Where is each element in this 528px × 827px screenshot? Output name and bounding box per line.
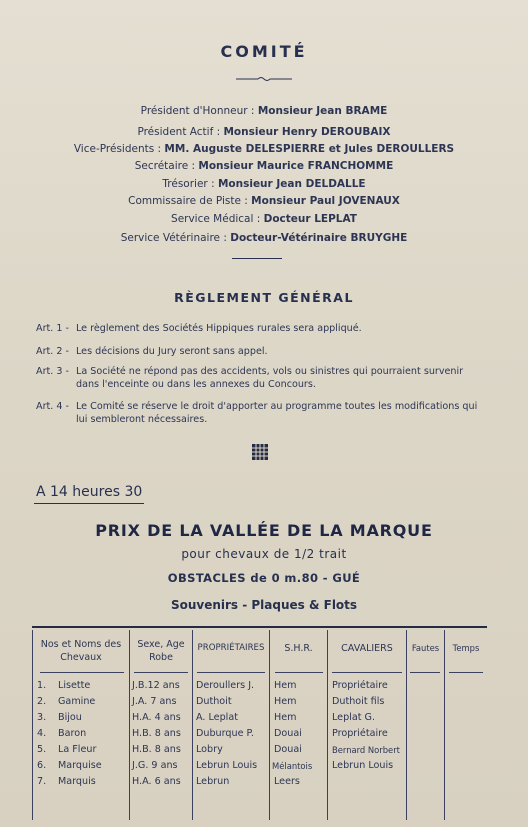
entry-rider: Leplat G. <box>332 712 376 723</box>
article-number: Art. 1 - <box>36 323 69 334</box>
entry-horse: Gamine <box>58 696 96 707</box>
prize-title: PRIX DE LA VALLÉE DE LA MARQUE <box>95 521 433 540</box>
section-divider <box>232 258 282 259</box>
entry-owner: Lebrun Louis <box>196 760 258 771</box>
entry-rider: Propriétaire <box>332 680 388 691</box>
committee-line-veterinary: Service Vétérinaire : Docteur-Vétérinaire BRUYGHE <box>120 232 408 244</box>
entry-horse: Marquis <box>58 776 96 787</box>
header-underline <box>134 672 188 673</box>
article-text: La Société ne répond pas des accidents, vols ou sinistres qui pourraient survenir dans l'enceinte ou dans les annexes du Concours. <box>76 366 464 390</box>
entry-number: 4. <box>37 728 47 739</box>
event-time: A 14 heures 30 <box>36 484 143 500</box>
entry-number: 5. <box>37 744 47 755</box>
committee-line-vice: Vice-Présidents : MM. Auguste DELESPIERRE et Jules DEROULLERS <box>73 143 455 155</box>
article-2 <box>36 345 488 359</box>
entry-shr: Douai <box>274 728 302 739</box>
entry-sex-age: H.A. 4 ans <box>132 712 181 723</box>
header-owner: PROPRIÉTAIRES <box>197 643 265 653</box>
article-1 <box>36 322 488 336</box>
header-shr: S.H.R. <box>284 643 313 654</box>
header-time: Temps <box>452 643 480 653</box>
committee-line-honor: Président d'Honneur : Monsieur Jean BRAME <box>140 105 388 117</box>
article-number: Art. 4 - <box>36 401 69 412</box>
entry-rider: Propriétaire <box>332 728 388 739</box>
entry-horse: Lisette <box>58 680 91 691</box>
grid-ornament-icon <box>252 444 268 460</box>
header-underline <box>197 672 265 673</box>
committee-line-medical: Service Médical : Docteur LEPLAT <box>171 213 357 225</box>
entry-horse: La Fleur <box>58 744 97 755</box>
article-text: Le règlement des Sociétés Hippiques rurales sera appliqué. <box>76 323 362 334</box>
entry-sex-age: H.A. 6 ans <box>132 776 181 787</box>
header-rider: CAVALIERS <box>341 643 393 654</box>
entry-rider: Duthoit fils <box>332 696 385 707</box>
entry-owner: Duburque P. <box>196 728 254 739</box>
entry-horse: Marquise <box>58 760 102 771</box>
entries-table <box>32 626 487 826</box>
entry-shr: Hem <box>274 696 297 707</box>
header-underline <box>275 672 323 673</box>
article-3 <box>36 365 488 393</box>
entry-shr: Hem <box>274 712 297 723</box>
entry-number: 3. <box>37 712 47 723</box>
entry-number: 2. <box>37 696 47 707</box>
article-text: Les décisions du Jury seront sans appel. <box>76 346 268 357</box>
committee-line-track: Commissaire de Piste : Monsieur Paul JOVENAUX <box>128 195 400 207</box>
header-faults: Fautes <box>411 643 440 653</box>
regulation-title: RÈGLEMENT GÉNÉRAL <box>174 290 354 305</box>
header-underline <box>449 672 483 673</box>
column-divider <box>192 630 193 820</box>
column-divider <box>444 630 445 820</box>
committee-line-treasurer: Trésorier : Monsieur Jean DELDALLE <box>162 178 366 190</box>
committee-line-president: Président Actif : Monsieur Henry DEROUBAIX <box>137 126 391 138</box>
entry-horse: Bijou <box>58 712 82 723</box>
table-top-rule <box>32 626 487 628</box>
prize-awards: Souvenirs - Plaques & Flots <box>170 598 358 612</box>
committee-title: COMITÉ <box>220 42 308 61</box>
column-divider <box>327 630 328 820</box>
time-underline <box>34 503 144 504</box>
entry-sex-age: J.A. 7 ans <box>132 696 177 707</box>
article-number: Art. 3 - <box>36 366 69 377</box>
entry-owner: Deroullers J. <box>196 680 255 691</box>
entry-number: 1. <box>37 680 47 691</box>
entry-rider: Lebrun Louis <box>332 760 394 771</box>
column-divider <box>129 630 130 820</box>
entry-rider: Bernard Norbert <box>332 745 400 755</box>
header-underline <box>410 672 440 673</box>
entry-owner: Duthoit <box>196 696 232 707</box>
entry-owner: A. Leplat <box>196 712 238 723</box>
entry-sex-age: J.G. 9 ans <box>132 760 178 771</box>
entry-shr: Mélantois <box>272 761 313 771</box>
column-divider <box>269 630 270 820</box>
entry-horse: Baron <box>58 728 87 739</box>
column-divider <box>32 630 33 820</box>
entry-shr: Hem <box>274 680 297 691</box>
prize-obstacles: OBSTACLES de 0 m.80 - GUÉ <box>167 571 361 585</box>
entry-sex-age: H.B. 8 ans <box>132 728 181 739</box>
column-divider <box>406 630 407 820</box>
entry-sex-age: H.B. 8 ans <box>132 744 181 755</box>
entry-sex-age: J.B.12 ans <box>132 680 180 691</box>
entry-number: 7. <box>37 776 47 787</box>
entry-shr: Leers <box>274 776 300 787</box>
ornament-divider <box>236 76 292 82</box>
prize-category: pour chevaux de 1/2 trait <box>181 547 347 561</box>
article-4 <box>36 400 488 428</box>
header-underline <box>40 672 124 673</box>
entry-number: 6. <box>37 760 47 771</box>
header-underline <box>332 672 402 673</box>
entry-shr: Douai <box>274 744 302 755</box>
article-text: Le Comité se réserve le droit d'apporter au programme toutes les modifications qui lui sembleront nécessaires. <box>76 401 478 425</box>
article-number: Art. 2 - <box>36 346 69 357</box>
entry-owner: Lebrun <box>196 776 230 787</box>
header-horse: Nos et Noms des Chevaux <box>40 639 122 663</box>
entry-owner: Lobry <box>196 744 223 755</box>
header-sex-age: Sexe, Age Robe <box>137 639 185 663</box>
committee-line-secretary: Secrétaire : Monsieur Maurice FRANCHOMME <box>134 160 394 172</box>
